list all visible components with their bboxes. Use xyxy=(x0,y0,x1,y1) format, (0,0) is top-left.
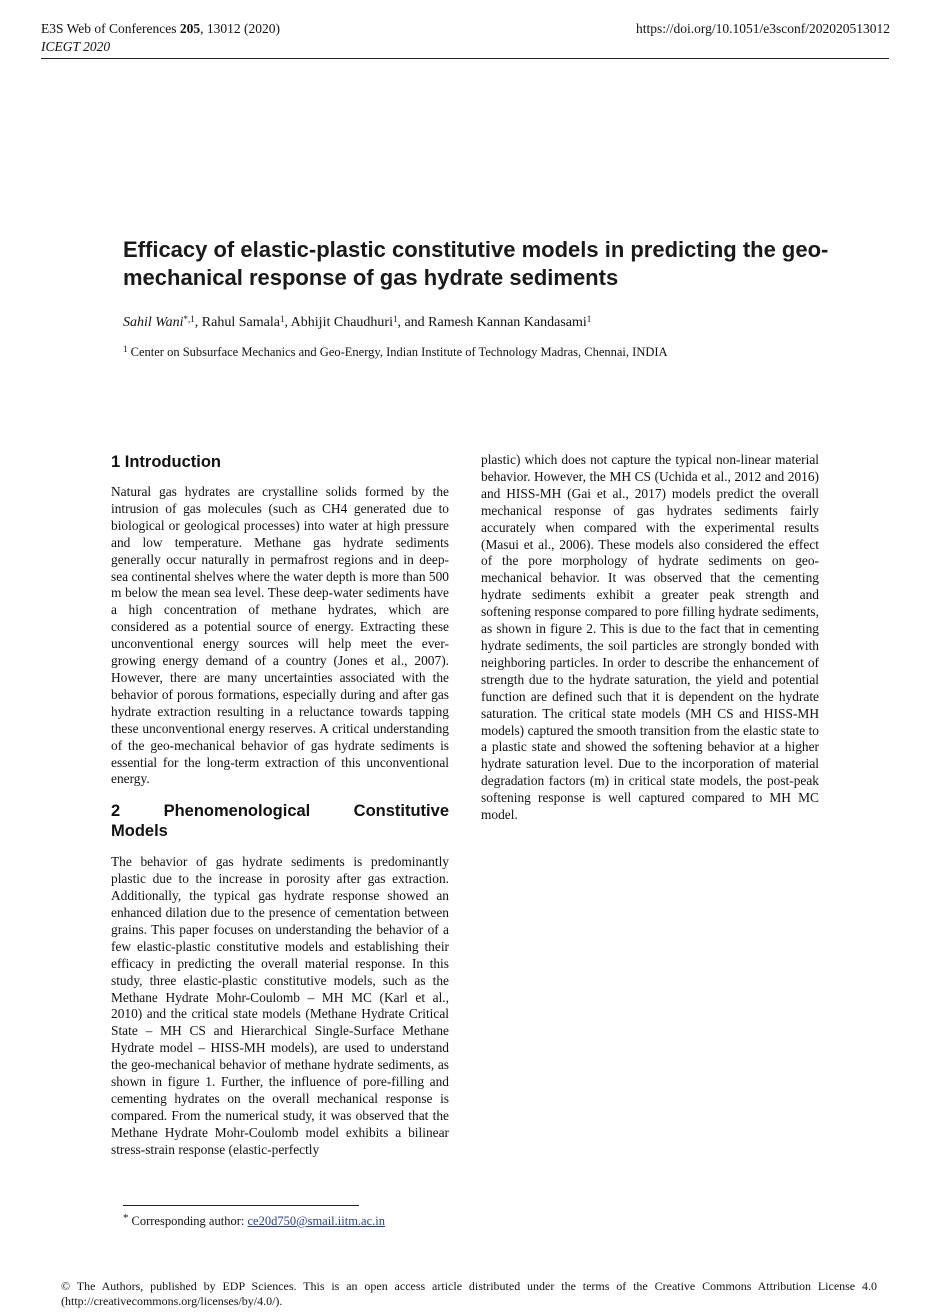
author-2-affil-mark: 1 xyxy=(279,314,285,324)
section-2-title-word-2: Constitutive xyxy=(353,802,449,821)
footnote xyxy=(123,1210,385,1229)
author-3: , Abhijit Chaudhuri xyxy=(284,315,393,330)
affiliation-text: Center on Subsurface Mechanics and Geo-Energy, Indian Institute of Technology Madras, Chennai, INDIA xyxy=(127,345,668,359)
section-2-title-line-2: Models xyxy=(111,822,168,841)
journal-citation: E3S Web of Conferences 205, 13012 (2020) xyxy=(41,21,281,36)
right-column xyxy=(481,452,819,824)
author-1: Sahil Wani xyxy=(123,315,184,330)
paper-title: Efficacy of elastic-plastic constitutive models in predicting the geo-mechanical response of gas hydrate sediments xyxy=(123,237,829,290)
section-1-heading: 1 Introduction xyxy=(111,453,221,471)
license-notice: © The Authors, published by EDP Sciences. This is an open access article distributed under the terms of the Creative Commons Attribution License 4.0 (http://creativecommons.org/licenses/by/4.0/). xyxy=(61,1279,877,1308)
author-1-affil-mark: *,1 xyxy=(183,314,195,324)
author-2: , Rahul Samala xyxy=(194,315,280,330)
section-2-paragraph: The behavior of gas hydrate sediments is predominantly plastic due to the increase in porosity after gas extraction. Additionally, the typical gas hydrate response showed an enhanced dilation due to the presence of cementation between grains. This paper focuses on understanding the behavior of a few elastic-plastic constitutive models and establishing their efficacy in predicting the overall material response. In this study, three elastic-plastic constitutive models, such as the Methane Hydrate Mohr-Coulomb – MH MC (Karl et al., 2010) and the critical state models (Methane Hydrate Critical State – MH CS and Hierarchical Single-Surface Methane Hydrate model – HISS-MH models), are used to understand the geo-mechanical behavior of methane hydrate sediments, as shown in figure 1. Further, the influence of pore-filling and cementing hydrates on the overall mechanical response is compared. From the numerical study, it was observed that the Methane Hydrate Mohr-Coulomb model exhibits a bilinear stress-strain response (elastic-perfectly xyxy=(111,854,449,1157)
corresponding-email-link[interactable]: ce20d750@smail.iitm.ac.in xyxy=(247,1214,385,1228)
section-2-heading xyxy=(111,801,449,841)
left-column xyxy=(111,452,449,1159)
section-1-paragraph: Natural gas hydrates are crystalline solids formed by the intrusion of gas molecules (such as CH4 generated due to biological or geological processes) into water at high pressure and low temperature. Methane gas hydrate sediments generally occur naturally in permafrost regions and in deep-sea continental shelves where the water depth is more than 500 m below the mean sea level. These deep-water sediments have a high concentration of methane hydrates, which are considered as a potential source of energy. Extracting these unconventional energy sources will help meet the ever-growing energy demand of a country (Jones et al., 2007). However, there are many uncertainties associated with the behavior of porous formations, especially during and after gas hydrate extraction resulting in a reluctance towards tapping these unconventional energy reserves. A critical understanding of the geo-mechanical behavior of gas hydrate sediments is essential for the long-term extraction of this unconventional energy. xyxy=(111,484,449,787)
journal-volume: 205 xyxy=(179,21,201,36)
author-4-affil-mark: 1 xyxy=(586,314,592,324)
footnote-label: Corresponding author: xyxy=(131,1214,248,1228)
author-3-affil-mark: 1 xyxy=(392,314,398,324)
author-4: , and Ramesh Kannan Kandasami xyxy=(397,315,587,330)
section-2-paragraph-continued: plastic) which does not capture the typical non-linear material behavior. However, the MH CS (Uchida et al., 2012 and 2016) and HISS-MH (Gai et al., 2017) models predict the overall mechanical response of gas hydrates sediments fairly accurately when compared with the experimental results (Masui et al., 2006). These models also considered the effect of the pore morphology of hydrate sediments on geo-mechanical behavior. It was observed that the cementing hydrate sediments exhibit a greater peak strength and softening response compared to pore filling hydrate sediments, as shown in figure 2. This is due to the fact that in cementing hydrate sediments, the soil particles are strongly bonded with neighboring particles. In order to describe the enhancement of strength due to the hydrate saturation, the yield and potential function are defined such that it is dependent on the hydrate saturation. The critical state models (MH CS and HISS-MH models) captured the smooth transition from the elastic state to a plastic state and showed the softening behavior at a higher hydrate saturation level. Due to the incorporation of material degradation factors (m) in critical state models, the post-peak softening response is well captured compared to MH MC model. xyxy=(481,452,819,823)
affiliation-mark: 1 xyxy=(123,344,128,354)
footnote-divider xyxy=(123,1205,359,1206)
section-2-number: 2 xyxy=(111,802,121,821)
conference-name: ICEGT 2020 xyxy=(41,39,111,54)
affiliation xyxy=(123,344,843,360)
author-list xyxy=(123,314,843,332)
doi-link[interactable]: https://doi.org/10.1051/e3sconf/202020513012 xyxy=(636,21,890,36)
footnote-mark: * xyxy=(123,1212,129,1224)
running-header-left xyxy=(41,20,280,56)
section-2-title-word-1: Phenomenological xyxy=(163,802,311,821)
header-divider xyxy=(41,58,889,59)
